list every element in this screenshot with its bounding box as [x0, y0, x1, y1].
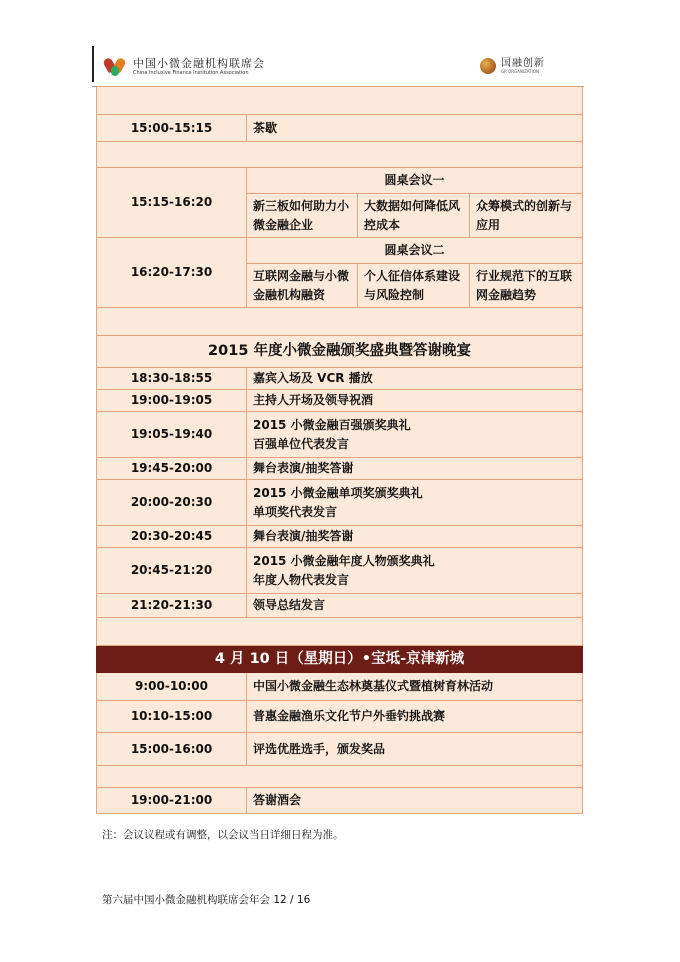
organizer-logo-icon	[480, 58, 496, 74]
gala-title: 2015 年度小微金融颁奖盛典暨答谢晚宴	[97, 336, 583, 368]
item-cell	[247, 548, 583, 594]
item-line: 年度人物代表发言	[253, 572, 350, 587]
time-cell: 21:20-21:30	[97, 594, 247, 618]
schedule-row	[97, 115, 583, 142]
time-cell: 19:45-20:00	[97, 458, 247, 480]
item-line: 百强单位代表发言	[253, 436, 350, 451]
header-vertical-bar	[92, 46, 94, 82]
item-line: 2015 小微金融百强颁奖典礼	[253, 417, 411, 432]
item-cell: 主持人开场及领导祝酒	[247, 390, 583, 412]
time-cell: 20:00-20:30	[97, 480, 247, 526]
schedule-row	[97, 480, 583, 526]
time-cell: 16:20-17:30	[97, 238, 247, 308]
schedule-row	[97, 733, 583, 766]
schedule-row	[97, 673, 583, 701]
item-cell	[247, 412, 583, 458]
item-cell: 舞台表演/抽奖答谢	[247, 526, 583, 548]
item-cell: 嘉宾入场及 VCR 播放	[247, 368, 583, 390]
page-header	[0, 0, 680, 90]
time-cell: 18:30-18:55	[97, 368, 247, 390]
time-cell: 9:00-10:00	[97, 673, 247, 701]
item-cell	[247, 480, 583, 526]
time-cell: 19:05-19:40	[97, 412, 247, 458]
item-cell: 茶歇	[247, 115, 583, 142]
time-cell: 15:00-16:00	[97, 733, 247, 766]
roundtable-title: 圆桌会议二	[247, 238, 583, 264]
topic-cell: 互联网金融与小微金融机构融资	[247, 264, 358, 308]
roundtable-title: 圆桌会议一	[247, 168, 583, 194]
time-cell: 15:00-15:15	[97, 115, 247, 142]
schedule-row	[97, 526, 583, 548]
spacer-row	[97, 618, 583, 646]
item-line: 单项奖代表发言	[253, 504, 338, 519]
schedule-row	[97, 788, 583, 814]
time-cell: 19:00-19:05	[97, 390, 247, 412]
time-cell: 15:15-16:20	[97, 168, 247, 238]
time-cell: 10:10-15:00	[97, 701, 247, 733]
association-logo-en: China Inclusive Finance Institution Association	[133, 69, 249, 76]
organizer-logo-cn: 国融创新	[501, 58, 545, 69]
schedule-row	[97, 390, 583, 412]
schedule-row	[97, 594, 583, 618]
topic-cell: 新三板如何助力小微金融企业	[247, 194, 358, 238]
spacer-row	[97, 308, 583, 336]
item-line: 2015 小微金融年度人物颁奖典礼	[253, 553, 435, 568]
item-line: 2015 小微金融单项奖颁奖典礼	[253, 485, 423, 500]
schedule-note: 注：会议议程或有调整，以会议当日详细日程为准。	[102, 829, 344, 841]
roundtable-row	[97, 168, 583, 194]
schedule-row	[97, 412, 583, 458]
section-header	[97, 336, 583, 368]
topic-cell: 个人征信体系建设与风险控制	[358, 264, 470, 308]
schedule-row	[97, 458, 583, 480]
day-title: 4 月 10 日（星期日）•宝坻-京津新城	[97, 646, 583, 673]
page-footer: 第六届中国小微金融机构联席会年会 12 / 16	[102, 894, 311, 906]
item-cell: 评选优胜选手，颁发奖品	[247, 733, 583, 766]
organizer-logo	[480, 58, 545, 74]
schedule-row	[97, 701, 583, 733]
topic-cell: 众筹模式的创新与应用	[470, 194, 583, 238]
item-cell: 领导总结发言	[247, 594, 583, 618]
item-cell: 中国小微金融生态林奠基仪式暨植树育林活动	[247, 673, 583, 701]
schedule-table	[96, 86, 583, 814]
association-logo	[103, 56, 265, 78]
item-cell: 舞台表演/抽奖答谢	[247, 458, 583, 480]
schedule-row	[97, 548, 583, 594]
spacer-row	[97, 142, 583, 168]
time-cell: 20:30-20:45	[97, 526, 247, 548]
item-cell: 答谢酒会	[247, 788, 583, 814]
day-header	[97, 646, 583, 673]
time-cell: 20:45-21:20	[97, 548, 247, 594]
organizer-logo-en: GR ORGANIZATION	[501, 69, 540, 74]
item-cell: 普惠金融渔乐文化节户外垂钓挑战赛	[247, 701, 583, 733]
roundtable-row	[97, 238, 583, 264]
schedule-row	[97, 368, 583, 390]
association-logo-icon	[103, 56, 127, 78]
topic-cell: 行业规范下的互联网金融趋势	[470, 264, 583, 308]
topic-cell: 大数据如何降低风控成本	[358, 194, 470, 238]
time-cell: 19:00-21:00	[97, 788, 247, 814]
association-logo-cn: 中国小微金融机构联席会	[133, 56, 265, 70]
spacer-row	[97, 87, 583, 115]
spacer-row	[97, 766, 583, 788]
